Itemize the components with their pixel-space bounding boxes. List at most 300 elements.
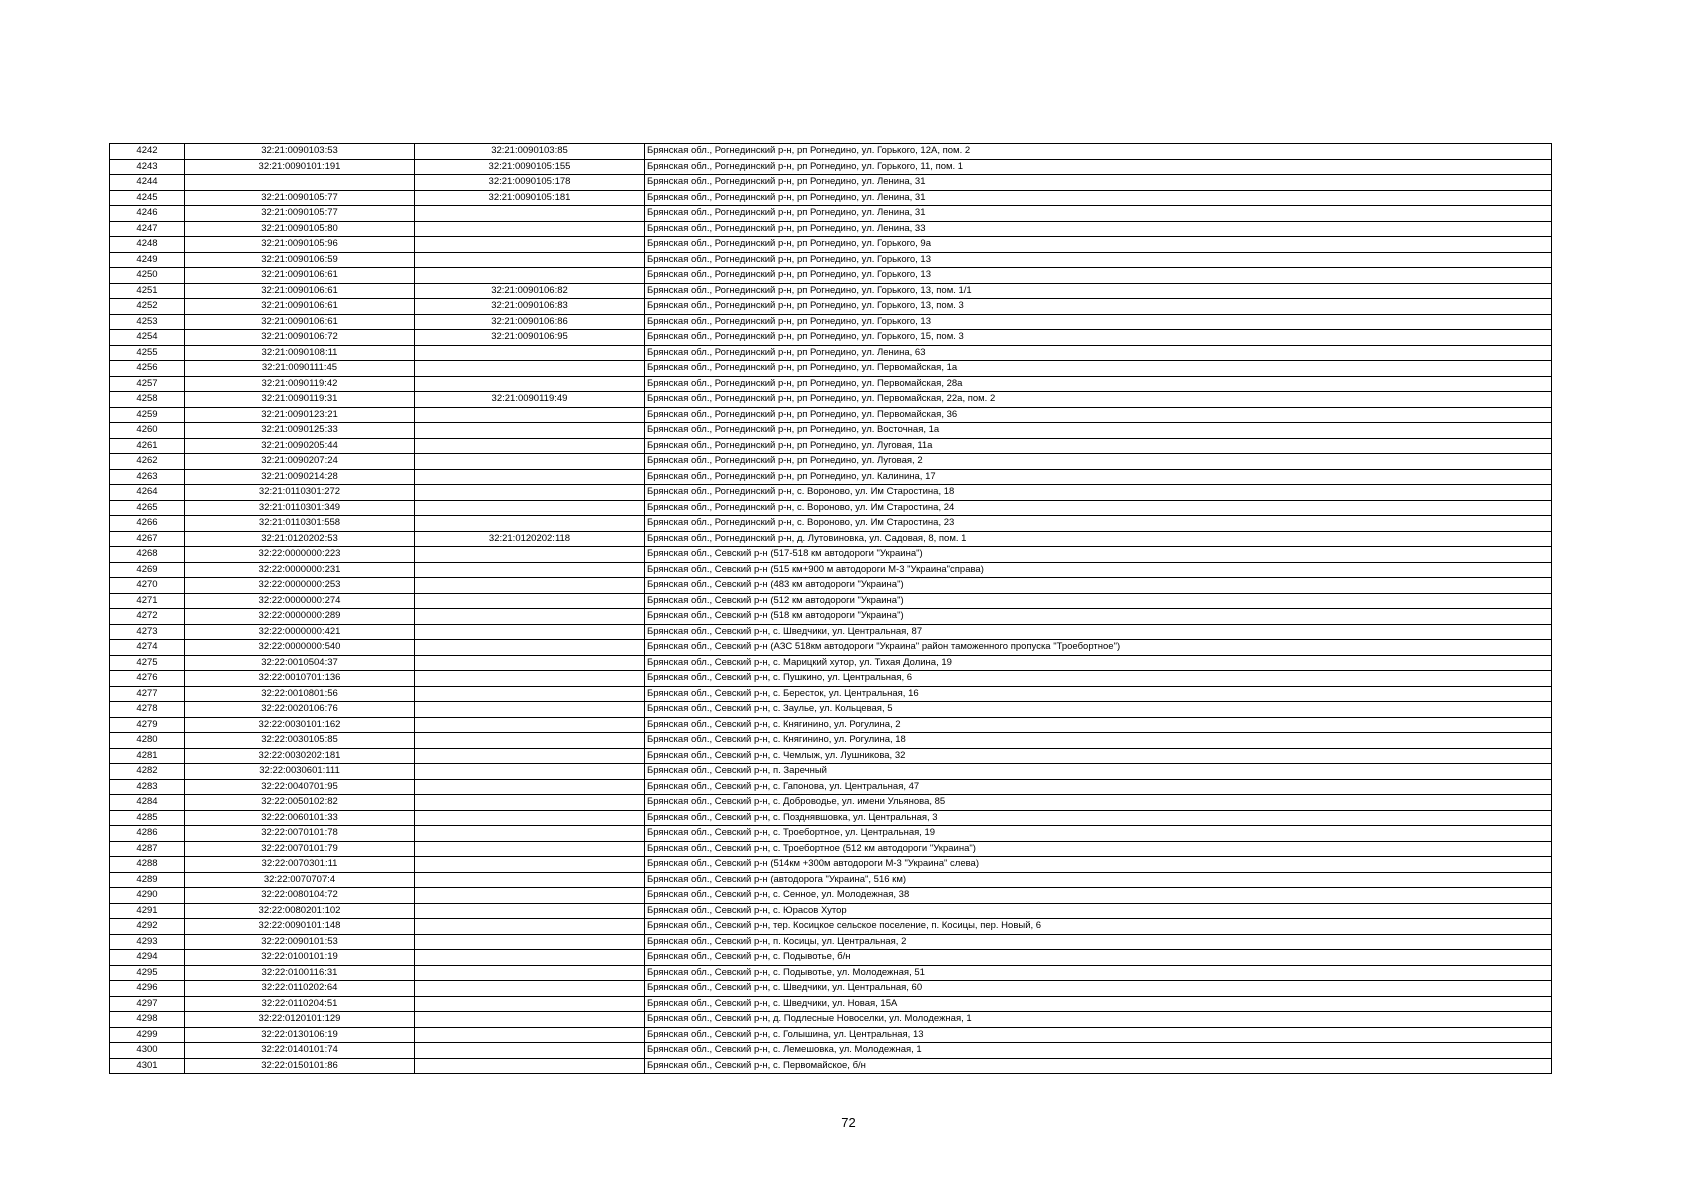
table-row <box>110 1058 1552 1074</box>
table-row <box>110 252 1552 268</box>
row-number-cell: 4253 <box>110 314 185 330</box>
row-number-cell: 4292 <box>110 919 185 935</box>
table-row <box>110 717 1552 733</box>
row-number-cell: 4252 <box>110 299 185 315</box>
row-number-cell: 4261 <box>110 438 185 454</box>
cadastral-number-cell: 32:22:0150101:86 <box>185 1058 415 1074</box>
cadastral-number-cell: 32:21:0090111:45 <box>185 361 415 377</box>
address-cell: Брянская обл., Севский р-н, п. Заречный <box>645 764 1552 780</box>
row-number-cell: 4297 <box>110 996 185 1012</box>
cadastral-number-cell: 32:22:0110202:64 <box>185 981 415 997</box>
table-row <box>110 159 1552 175</box>
address-cell: Брянская обл., Рогнединский р-н, рп Рогнедино, ул. Луговая, 11а <box>645 438 1552 454</box>
object-cadastral-number-cell: 32:21:0090106:83 <box>415 299 645 315</box>
address-cell: Брянская обл., Рогнединский р-н, рп Рогнедино, ул. Ленина, 31 <box>645 175 1552 191</box>
address-cell: Брянская обл., Рогнединский р-н, рп Рогнедино, ул. Восточная, 1а <box>645 423 1552 439</box>
address-cell: Брянская обл., Севский р-н, тер. Косицкое сельское поселение, п. Косицы, пер. Новый, 6 <box>645 919 1552 935</box>
row-number-cell: 4286 <box>110 826 185 842</box>
row-number-cell: 4290 <box>110 888 185 904</box>
row-number-cell: 4272 <box>110 609 185 625</box>
address-cell: Брянская обл., Рогнединский р-н, рп Рогнедино, ул. Ленина, 31 <box>645 190 1552 206</box>
row-number-cell: 4260 <box>110 423 185 439</box>
cadastral-number-cell: 32:22:0030101:162 <box>185 717 415 733</box>
row-number-cell: 4282 <box>110 764 185 780</box>
address-cell: Брянская обл., Севский р-н, с. Бересток, ул. Центральная, 16 <box>645 686 1552 702</box>
cadastral-number-cell: 32:21:0090205:44 <box>185 438 415 454</box>
cadastral-number-cell: 32:21:0110301:558 <box>185 516 415 532</box>
address-cell: Брянская обл., Севский р-н, с. Позднявшовка, ул. Центральная, 3 <box>645 810 1552 826</box>
object-cadastral-number-cell <box>415 221 645 237</box>
row-number-cell: 4298 <box>110 1012 185 1028</box>
row-number-cell: 4283 <box>110 779 185 795</box>
table-row <box>110 314 1552 330</box>
cadastral-number-cell: 32:22:0130106:19 <box>185 1027 415 1043</box>
object-cadastral-number-cell <box>415 500 645 516</box>
cadastral-number-cell: 32:22:0000000:223 <box>185 547 415 563</box>
object-cadastral-number-cell <box>415 578 645 594</box>
cadastral-number-cell <box>185 175 415 191</box>
table-row <box>110 609 1552 625</box>
object-cadastral-number-cell <box>415 733 645 749</box>
row-number-cell: 4288 <box>110 857 185 873</box>
row-number-cell: 4269 <box>110 562 185 578</box>
object-cadastral-number-cell <box>415 702 645 718</box>
object-cadastral-number-cell <box>415 748 645 764</box>
cadastral-number-cell: 32:22:0030202:181 <box>185 748 415 764</box>
row-number-cell: 4280 <box>110 733 185 749</box>
address-cell: Брянская обл., Севский р-н, с. Заулье, ул. Кольцевая, 5 <box>645 702 1552 718</box>
row-number-cell: 4246 <box>110 206 185 222</box>
table-row <box>110 531 1552 547</box>
address-cell: Брянская обл., Севский р-н, с. Первомайское, б/н <box>645 1058 1552 1074</box>
cadastral-number-cell: 32:22:0070101:79 <box>185 841 415 857</box>
object-cadastral-number-cell <box>415 857 645 873</box>
row-number-cell: 4255 <box>110 345 185 361</box>
address-cell: Брянская обл., Севский р-н (АЗС 518км автодороги "Украина" район таможенного пропуска "Троебортное") <box>645 640 1552 656</box>
address-cell: Брянская обл., Севский р-н, с. Подывотье, б/н <box>645 950 1552 966</box>
cadastral-number-cell: 32:21:0090106:61 <box>185 314 415 330</box>
table-row <box>110 919 1552 935</box>
cadastral-number-cell: 32:21:0110301:349 <box>185 500 415 516</box>
object-cadastral-number-cell <box>415 810 645 826</box>
cadastral-number-cell: 32:21:0090106:61 <box>185 299 415 315</box>
address-cell: Брянская обл., Рогнединский р-н, рп Рогнедино, ул. Первомайская, 36 <box>645 407 1552 423</box>
cadastral-number-cell: 32:21:0090108:11 <box>185 345 415 361</box>
object-cadastral-number-cell <box>415 1012 645 1028</box>
object-cadastral-number-cell <box>415 717 645 733</box>
cadastral-number-cell: 32:21:0090106:59 <box>185 252 415 268</box>
object-cadastral-number-cell: 32:21:0090106:95 <box>415 330 645 346</box>
cadastral-number-cell: 32:21:0120202:53 <box>185 531 415 547</box>
object-cadastral-number-cell <box>415 640 645 656</box>
cadastral-number-cell: 32:22:0140101:74 <box>185 1043 415 1059</box>
address-cell: Брянская обл., Рогнединский р-н, рп Рогнедино, ул. Горького, 13, пом. 3 <box>645 299 1552 315</box>
table-row <box>110 903 1552 919</box>
object-cadastral-number-cell <box>415 268 645 284</box>
cadastral-number-cell: 32:22:0000000:274 <box>185 593 415 609</box>
table-row <box>110 1043 1552 1059</box>
address-cell: Брянская обл., Рогнединский р-н, рп Рогнедино, ул. Горького, 12А, пом. 2 <box>645 144 1552 160</box>
object-cadastral-number-cell <box>415 686 645 702</box>
row-number-cell: 4243 <box>110 159 185 175</box>
row-number-cell: 4258 <box>110 392 185 408</box>
address-cell: Брянская обл., Рогнединский р-н, рп Рогнедино, ул. Первомайская, 1а <box>645 361 1552 377</box>
cadastral-number-cell: 32:21:0090101:191 <box>185 159 415 175</box>
row-number-cell: 4262 <box>110 454 185 470</box>
table-row <box>110 841 1552 857</box>
table-row <box>110 376 1552 392</box>
object-cadastral-number-cell <box>415 562 645 578</box>
address-cell: Брянская обл., Севский р-н, с. Шведчики, ул. Новая, 15А <box>645 996 1552 1012</box>
table-row <box>110 299 1552 315</box>
row-number-cell: 4299 <box>110 1027 185 1043</box>
address-cell: Брянская обл., Севский р-н, с. Шведчики, ул. Центральная, 87 <box>645 624 1552 640</box>
table-row <box>110 981 1552 997</box>
cadastral-number-cell: 32:22:0000000:231 <box>185 562 415 578</box>
row-number-cell: 4264 <box>110 485 185 501</box>
object-cadastral-number-cell: 32:21:0090105:155 <box>415 159 645 175</box>
row-number-cell: 4245 <box>110 190 185 206</box>
row-number-cell: 4289 <box>110 872 185 888</box>
table-row <box>110 965 1552 981</box>
row-number-cell: 4250 <box>110 268 185 284</box>
object-cadastral-number-cell <box>415 547 645 563</box>
cadastral-number-cell: 32:22:0060101:33 <box>185 810 415 826</box>
row-number-cell: 4277 <box>110 686 185 702</box>
object-cadastral-number-cell <box>415 485 645 501</box>
table-row <box>110 950 1552 966</box>
table-row <box>110 578 1552 594</box>
object-cadastral-number-cell <box>415 252 645 268</box>
cadastral-number-cell: 32:22:0070707:4 <box>185 872 415 888</box>
object-cadastral-number-cell <box>415 841 645 857</box>
cadastral-number-cell: 32:21:0090119:42 <box>185 376 415 392</box>
row-number-cell: 4242 <box>110 144 185 160</box>
cadastral-number-cell: 32:21:0090105:77 <box>185 206 415 222</box>
object-cadastral-number-cell <box>415 779 645 795</box>
cadastral-number-cell: 32:22:0020106:76 <box>185 702 415 718</box>
row-number-cell: 4301 <box>110 1058 185 1074</box>
table-row <box>110 1027 1552 1043</box>
object-cadastral-number-cell <box>415 454 645 470</box>
table-row <box>110 733 1552 749</box>
object-cadastral-number-cell <box>415 345 645 361</box>
table-row <box>110 1012 1552 1028</box>
object-cadastral-number-cell <box>415 516 645 532</box>
address-cell: Брянская обл., Севский р-н, с. Марицкий хутор, ул. Тихая Долина, 19 <box>645 655 1552 671</box>
row-number-cell: 4276 <box>110 671 185 687</box>
object-cadastral-number-cell <box>415 888 645 904</box>
cadastral-number-cell: 32:22:0000000:253 <box>185 578 415 594</box>
table-row <box>110 237 1552 253</box>
object-cadastral-number-cell <box>415 624 645 640</box>
cadastral-number-cell: 32:21:0090106:61 <box>185 283 415 299</box>
cadastral-number-cell: 32:22:0080104:72 <box>185 888 415 904</box>
address-cell: Брянская обл., Рогнединский р-н, д. Лутовиновка, ул. Садовая, 8, пом. 1 <box>645 531 1552 547</box>
cadastral-number-cell: 32:21:0090105:80 <box>185 221 415 237</box>
address-cell: Брянская обл., Севский р-н (автодорога "Украина", 516 км) <box>645 872 1552 888</box>
table-row <box>110 934 1552 950</box>
object-cadastral-number-cell: 32:21:0090106:82 <box>415 283 645 299</box>
cadastral-number-cell: 32:21:0090105:96 <box>185 237 415 253</box>
row-number-cell: 4284 <box>110 795 185 811</box>
cadastral-number-cell: 32:22:0000000:289 <box>185 609 415 625</box>
table-row <box>110 144 1552 160</box>
row-number-cell: 4266 <box>110 516 185 532</box>
address-cell: Брянская обл., Рогнединский р-н, рп Рогнедино, ул. Горького, 13 <box>645 252 1552 268</box>
row-number-cell: 4248 <box>110 237 185 253</box>
row-number-cell: 4270 <box>110 578 185 594</box>
object-cadastral-number-cell: 32:21:0090103:85 <box>415 144 645 160</box>
table-row <box>110 686 1552 702</box>
table-row <box>110 795 1552 811</box>
object-cadastral-number-cell <box>415 981 645 997</box>
table-row <box>110 640 1552 656</box>
cadastral-number-cell: 32:21:0090125:33 <box>185 423 415 439</box>
address-cell: Брянская обл., Рогнединский р-н, рп Рогнедино, ул. Ленина, 33 <box>645 221 1552 237</box>
address-cell: Брянская обл., Севский р-н, с. Лемешовка, ул. Молодежная, 1 <box>645 1043 1552 1059</box>
table-row <box>110 500 1552 516</box>
table-row <box>110 872 1552 888</box>
table-row <box>110 361 1552 377</box>
table-row <box>110 423 1552 439</box>
table-row <box>110 702 1552 718</box>
cadastral-number-cell: 32:22:0080201:102 <box>185 903 415 919</box>
object-cadastral-number-cell: 32:21:0090119:49 <box>415 392 645 408</box>
address-cell: Брянская обл., Севский р-н, с. Троебортное (512 км автодороги "Украина") <box>645 841 1552 857</box>
address-cell: Брянская обл., Рогнединский р-н, рп Рогнедино, ул. Горького, 13 <box>645 314 1552 330</box>
object-cadastral-number-cell <box>415 671 645 687</box>
table-row <box>110 748 1552 764</box>
row-number-cell: 4256 <box>110 361 185 377</box>
cadastral-number-cell: 32:22:0090101:148 <box>185 919 415 935</box>
address-cell: Брянская обл., Рогнединский р-н, рп Рогнедино, ул. Луговая, 2 <box>645 454 1552 470</box>
cadastral-number-cell: 32:22:0030105:85 <box>185 733 415 749</box>
address-cell: Брянская обл., Рогнединский р-н, рп Рогнедино, ул. Горького, 11, пом. 1 <box>645 159 1552 175</box>
table-row <box>110 206 1552 222</box>
table-row <box>110 268 1552 284</box>
address-cell: Брянская обл., Рогнединский р-н, рп Рогнедино, ул. Ленина, 63 <box>645 345 1552 361</box>
row-number-cell: 4254 <box>110 330 185 346</box>
object-cadastral-number-cell <box>415 593 645 609</box>
table-row <box>110 330 1552 346</box>
object-cadastral-number-cell: 32:21:0090105:181 <box>415 190 645 206</box>
row-number-cell: 4251 <box>110 283 185 299</box>
address-cell: Брянская обл., Рогнединский р-н, рп Рогнедино, ул. Калинина, 17 <box>645 469 1552 485</box>
object-cadastral-number-cell <box>415 903 645 919</box>
address-cell: Брянская обл., Севский р-н, д. Подлесные Новоселки, ул. Молодежная, 1 <box>645 1012 1552 1028</box>
registry-table <box>109 143 1552 1074</box>
table-row <box>110 392 1552 408</box>
object-cadastral-number-cell <box>415 237 645 253</box>
table-row <box>110 655 1552 671</box>
cadastral-number-cell: 32:22:0030601:111 <box>185 764 415 780</box>
row-number-cell: 4295 <box>110 965 185 981</box>
object-cadastral-number-cell <box>415 206 645 222</box>
row-number-cell: 4273 <box>110 624 185 640</box>
object-cadastral-number-cell: 32:21:0090106:86 <box>415 314 645 330</box>
object-cadastral-number-cell <box>415 1058 645 1074</box>
cadastral-number-cell: 32:22:0090101:53 <box>185 934 415 950</box>
address-cell: Брянская обл., Севский р-н (483 км автодороги "Украина") <box>645 578 1552 594</box>
row-number-cell: 4278 <box>110 702 185 718</box>
address-cell: Брянская обл., Севский р-н, п. Косицы, ул. Центральная, 2 <box>645 934 1552 950</box>
address-cell: Брянская обл., Рогнединский р-н, с. Вороново, ул. Им Старостина, 24 <box>645 500 1552 516</box>
cadastral-number-cell: 32:21:0090214:28 <box>185 469 415 485</box>
object-cadastral-number-cell <box>415 407 645 423</box>
object-cadastral-number-cell: 32:21:0120202:118 <box>415 531 645 547</box>
table-row <box>110 888 1552 904</box>
row-number-cell: 4265 <box>110 500 185 516</box>
cadastral-number-cell: 32:21:0090106:61 <box>185 268 415 284</box>
object-cadastral-number-cell <box>415 1043 645 1059</box>
table-row <box>110 485 1552 501</box>
cadastral-number-cell: 32:22:0010504:37 <box>185 655 415 671</box>
object-cadastral-number-cell <box>415 376 645 392</box>
address-cell: Брянская обл., Севский р-н, с. Доброводье, ул. имени Ульянова, 85 <box>645 795 1552 811</box>
object-cadastral-number-cell <box>415 965 645 981</box>
object-cadastral-number-cell <box>415 361 645 377</box>
registry-table-body <box>110 144 1552 1074</box>
address-cell: Брянская обл., Севский р-н, с. Троебортное, ул. Центральная, 19 <box>645 826 1552 842</box>
cadastral-number-cell: 32:22:0050102:82 <box>185 795 415 811</box>
table-row <box>110 221 1552 237</box>
address-cell: Брянская обл., Рогнединский р-н, рп Рогнедино, ул. Горького, 9а <box>645 237 1552 253</box>
address-cell: Брянская обл., Рогнединский р-н, с. Вороново, ул. Им Старостина, 18 <box>645 485 1552 501</box>
table-row <box>110 857 1552 873</box>
object-cadastral-number-cell <box>415 609 645 625</box>
row-number-cell: 4285 <box>110 810 185 826</box>
table-row <box>110 407 1552 423</box>
address-cell: Брянская обл., Севский р-н, с. Голышина, ул. Центральная, 13 <box>645 1027 1552 1043</box>
address-cell: Брянская обл., Севский р-н, с. Княгинино, ул. Рогулина, 18 <box>645 733 1552 749</box>
table-row <box>110 562 1552 578</box>
object-cadastral-number-cell <box>415 996 645 1012</box>
cadastral-number-cell: 32:22:0010801:56 <box>185 686 415 702</box>
page-number: 72 <box>841 1115 856 1130</box>
cadastral-number-cell: 32:21:0090119:31 <box>185 392 415 408</box>
cadastral-number-cell: 32:21:0090103:53 <box>185 144 415 160</box>
row-number-cell: 4281 <box>110 748 185 764</box>
address-cell: Брянская обл., Севский р-н, с. Княгинино, ул. Рогулина, 2 <box>645 717 1552 733</box>
cadastral-number-cell: 32:22:0120101:129 <box>185 1012 415 1028</box>
row-number-cell: 4275 <box>110 655 185 671</box>
row-number-cell: 4259 <box>110 407 185 423</box>
cadastral-number-cell: 32:22:0100101:19 <box>185 950 415 966</box>
row-number-cell: 4257 <box>110 376 185 392</box>
row-number-cell: 4279 <box>110 717 185 733</box>
row-number-cell: 4268 <box>110 547 185 563</box>
address-cell: Брянская обл., Рогнединский р-н, рп Рогнедино, ул. Первомайская, 28а <box>645 376 1552 392</box>
address-cell: Брянская обл., Севский р-н, с. Чемлыж, ул. Лушникова, 32 <box>645 748 1552 764</box>
row-number-cell: 4287 <box>110 841 185 857</box>
address-cell: Брянская обл., Севский р-н, с. Пушкино, ул. Центральная, 6 <box>645 671 1552 687</box>
table-row <box>110 469 1552 485</box>
row-number-cell: 4300 <box>110 1043 185 1059</box>
object-cadastral-number-cell <box>415 764 645 780</box>
table-row <box>110 345 1552 361</box>
table-row <box>110 996 1552 1012</box>
cadastral-number-cell: 32:21:0090207:24 <box>185 454 415 470</box>
cadastral-number-cell: 32:21:0090123:21 <box>185 407 415 423</box>
table-row <box>110 438 1552 454</box>
cadastral-number-cell: 32:22:0070301:11 <box>185 857 415 873</box>
cadastral-number-cell: 32:22:0110204:51 <box>185 996 415 1012</box>
row-number-cell: 4263 <box>110 469 185 485</box>
row-number-cell: 4249 <box>110 252 185 268</box>
table-row <box>110 810 1552 826</box>
table-row <box>110 764 1552 780</box>
table-row <box>110 593 1552 609</box>
table-row <box>110 779 1552 795</box>
object-cadastral-number-cell <box>415 919 645 935</box>
cadastral-number-cell: 32:22:0070101:78 <box>185 826 415 842</box>
address-cell: Брянская обл., Рогнединский р-н, рп Рогнедино, ул. Горького, 13, пом. 1/1 <box>645 283 1552 299</box>
row-number-cell: 4294 <box>110 950 185 966</box>
row-number-cell: 4267 <box>110 531 185 547</box>
table-row <box>110 190 1552 206</box>
address-cell: Брянская обл., Рогнединский р-н, рп Рогнедино, ул. Горького, 15, пом. 3 <box>645 330 1552 346</box>
row-number-cell: 4247 <box>110 221 185 237</box>
object-cadastral-number-cell <box>415 1027 645 1043</box>
cadastral-number-cell: 32:22:0040701:95 <box>185 779 415 795</box>
row-number-cell: 4296 <box>110 981 185 997</box>
object-cadastral-number-cell <box>415 423 645 439</box>
row-number-cell: 4244 <box>110 175 185 191</box>
table-row <box>110 826 1552 842</box>
cadastral-number-cell: 32:22:0010701:136 <box>185 671 415 687</box>
address-cell: Брянская обл., Севский р-н (515 км+900 м автодороги М-3 "Украина"справа) <box>645 562 1552 578</box>
address-cell: Брянская обл., Рогнединский р-н, с. Вороново, ул. Им Старостина, 23 <box>645 516 1552 532</box>
address-cell: Брянская обл., Севский р-н (512 км автодороги "Украина") <box>645 593 1552 609</box>
cadastral-number-cell: 32:22:0100116:31 <box>185 965 415 981</box>
object-cadastral-number-cell: 32:21:0090105:178 <box>415 175 645 191</box>
row-number-cell: 4293 <box>110 934 185 950</box>
cadastral-number-cell: 32:21:0110301:272 <box>185 485 415 501</box>
row-number-cell: 4291 <box>110 903 185 919</box>
object-cadastral-number-cell <box>415 469 645 485</box>
address-cell: Брянская обл., Рогнединский р-н, рп Рогнедино, ул. Горького, 13 <box>645 268 1552 284</box>
cadastral-number-cell: 32:21:0090105:77 <box>185 190 415 206</box>
object-cadastral-number-cell <box>415 655 645 671</box>
table-row <box>110 175 1552 191</box>
table-row <box>110 454 1552 470</box>
address-cell: Брянская обл., Севский р-н (514км +300м автодороги М-3 "Украина" слева) <box>645 857 1552 873</box>
address-cell: Брянская обл., Севский р-н (518 км автодороги "Украина") <box>645 609 1552 625</box>
object-cadastral-number-cell <box>415 826 645 842</box>
table-row <box>110 547 1552 563</box>
row-number-cell: 4274 <box>110 640 185 656</box>
address-cell: Брянская обл., Севский р-н, с. Гапонова, ул. Центральная, 47 <box>645 779 1552 795</box>
table-row <box>110 624 1552 640</box>
cadastral-number-cell: 32:21:0090106:72 <box>185 330 415 346</box>
object-cadastral-number-cell <box>415 438 645 454</box>
table-row <box>110 516 1552 532</box>
object-cadastral-number-cell <box>415 872 645 888</box>
cadastral-number-cell: 32:22:0000000:540 <box>185 640 415 656</box>
row-number-cell: 4271 <box>110 593 185 609</box>
table-row <box>110 671 1552 687</box>
address-cell: Брянская обл., Севский р-н, с. Юрасов Хутор <box>645 903 1552 919</box>
cadastral-number-cell: 32:22:0000000:421 <box>185 624 415 640</box>
address-cell: Брянская обл., Севский р-н, с. Подывотье, ул. Молодежная, 51 <box>645 965 1552 981</box>
address-cell: Брянская обл., Рогнединский р-н, рп Рогнедино, ул. Ленина, 31 <box>645 206 1552 222</box>
address-cell: Брянская обл., Севский р-н, с. Сенное, ул. Молодежная, 38 <box>645 888 1552 904</box>
object-cadastral-number-cell <box>415 950 645 966</box>
object-cadastral-number-cell <box>415 934 645 950</box>
table-row <box>110 283 1552 299</box>
object-cadastral-number-cell <box>415 795 645 811</box>
